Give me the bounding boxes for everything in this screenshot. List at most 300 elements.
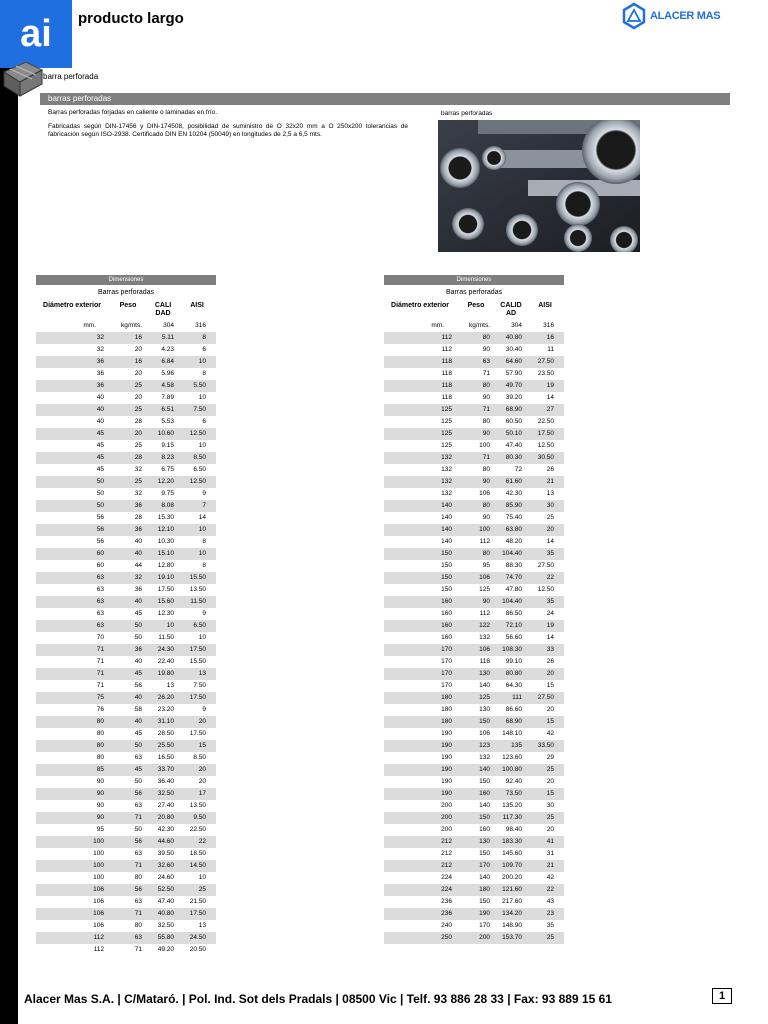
cell-aisi: 10	[198, 394, 206, 401]
cell-diameter: 106	[93, 922, 104, 929]
brand-name: ALACER MAS	[650, 10, 721, 22]
cell-diameter: 132	[441, 466, 452, 473]
cell-quality: 200.20	[502, 874, 522, 881]
cell-quality: 10	[166, 622, 174, 629]
cell-diameter: 212	[441, 862, 452, 869]
page-subtitle: barra perforada	[43, 72, 99, 81]
cell-diameter: 236	[441, 910, 452, 917]
cell-quality: 10.60	[157, 430, 174, 437]
unit-mm: mm.	[83, 322, 96, 329]
cell-quality: 24.60	[157, 874, 174, 881]
cell-diameter: 125	[441, 406, 452, 413]
table-row	[36, 380, 216, 392]
cell-aisi: 30	[546, 802, 554, 809]
intro-paragraph-1: Barras perforadas forjadas en caliente o laminadas en frío.	[48, 109, 218, 116]
table-row	[36, 344, 216, 356]
cell-weight: 160	[479, 790, 490, 797]
table-row	[384, 632, 564, 644]
cell-aisi: 17.50	[189, 694, 206, 701]
cell-weight: 16	[134, 358, 142, 365]
cell-diameter: 150	[441, 574, 452, 581]
table-row	[384, 356, 564, 368]
table-row	[384, 800, 564, 812]
cell-weight: 71	[482, 370, 490, 377]
table-row	[36, 332, 216, 344]
table-row	[384, 488, 564, 500]
cell-aisi: 22	[198, 838, 206, 845]
cell-aisi: 13	[198, 922, 206, 929]
cell-weight: 40	[134, 658, 142, 665]
cell-diameter: 160	[441, 598, 452, 605]
cell-quality: 32.50	[157, 790, 174, 797]
cell-aisi: 11	[547, 346, 554, 353]
cell-aisi: 12.50	[537, 586, 554, 593]
table-row	[384, 764, 564, 776]
cell-aisi: 25	[198, 886, 206, 893]
cell-aisi: 35	[546, 550, 554, 557]
cell-weight: 106	[479, 646, 490, 653]
cell-weight: 80	[482, 502, 490, 509]
cell-quality: 74.70	[505, 574, 522, 581]
cell-diameter: 125	[441, 418, 452, 425]
cell-diameter: 63	[96, 574, 104, 581]
cell-aisi: 20.50	[189, 946, 206, 953]
cell-weight: 90	[482, 430, 490, 437]
cell-quality: 217.60	[502, 898, 522, 905]
cell-weight: 45	[134, 610, 142, 617]
cell-aisi: 21	[546, 478, 554, 485]
cell-aisi: 20	[198, 766, 206, 773]
table-row	[384, 908, 564, 920]
cell-diameter: 118	[441, 382, 452, 389]
cell-diameter: 190	[441, 778, 452, 785]
cell-quality: 108.30	[502, 646, 522, 653]
table-header: Dimensiones	[384, 275, 564, 285]
cell-quality: 80.30	[505, 454, 522, 461]
footer-contact: Alacer Mas S.A. | C/Mataró. | Pol. Ind. Sot dels Pradals | 08500 Vic | Telf. 93 886 28 33 | Fax: 93 889 15 61	[24, 992, 612, 1006]
cell-weight: 20	[134, 430, 142, 437]
unit-304: 304	[163, 322, 174, 329]
cell-aisi: 35	[546, 598, 554, 605]
cell-aisi: 8.50	[193, 454, 206, 461]
cell-weight: 80	[482, 418, 490, 425]
cell-aisi: 24	[546, 610, 554, 617]
table-row	[384, 380, 564, 392]
cell-weight: 112	[479, 538, 490, 545]
cell-diameter: 132	[441, 478, 452, 485]
col-weight: Peso	[467, 302, 485, 309]
table-row	[384, 752, 564, 764]
cell-quality: 80.80	[505, 670, 522, 677]
dimensions-table-left	[36, 275, 216, 956]
unit-kg: kg/mts.	[121, 322, 142, 329]
table-row	[384, 644, 564, 656]
table-row	[384, 776, 564, 788]
cell-aisi: 15.50	[189, 574, 206, 581]
unit-row	[384, 320, 564, 332]
table-row	[36, 428, 216, 440]
cell-quality: 8.23	[161, 454, 174, 461]
cell-weight: 56	[134, 682, 142, 689]
cell-weight: 16	[134, 334, 142, 341]
table-row	[384, 512, 564, 524]
table-row	[36, 776, 216, 788]
cell-diameter: 212	[441, 838, 452, 845]
cell-quality: 22.40	[157, 658, 174, 665]
cell-diameter: 90	[96, 790, 104, 797]
cell-quality: 42.30	[505, 490, 522, 497]
cell-aisi: 9	[202, 490, 206, 497]
cell-aisi: 27.50	[537, 562, 554, 569]
cell-weight: 71	[134, 946, 142, 953]
cell-quality: 72.10	[505, 622, 522, 629]
cell-quality: 17.50	[157, 586, 174, 593]
cell-diameter: 80	[96, 754, 104, 761]
cell-diameter: 150	[441, 550, 452, 557]
table-row	[36, 872, 216, 884]
cell-aisi: 10	[198, 550, 206, 557]
cell-aisi: 15.50	[189, 658, 206, 665]
table-row	[36, 644, 216, 656]
cell-aisi: 7.50	[193, 682, 206, 689]
cell-quality: 49.70	[505, 382, 522, 389]
col-diameter: Diámetro exterior	[391, 302, 449, 309]
cell-diameter: 40	[96, 406, 104, 413]
cell-weight: 180	[479, 886, 490, 893]
table-row	[384, 500, 564, 512]
cell-diameter: 140	[441, 514, 452, 521]
cell-quality: 15.10	[157, 550, 174, 557]
table-row	[384, 548, 564, 560]
table-row	[384, 716, 564, 728]
cell-aisi: 17	[198, 790, 206, 797]
cell-weight: 106	[479, 490, 490, 497]
cell-diameter: 63	[96, 598, 104, 605]
cell-weight: 150	[479, 898, 490, 905]
table-row	[384, 836, 564, 848]
table-row	[36, 896, 216, 908]
cell-diameter: 140	[441, 502, 452, 509]
cell-aisi: 17.50	[189, 646, 206, 653]
bar-thumbnail-icon	[0, 56, 44, 100]
cell-weight: 150	[479, 814, 490, 821]
cell-aisi: 6	[202, 418, 206, 425]
cell-quality: 30.40	[505, 346, 522, 353]
cell-weight: 125	[479, 694, 490, 701]
cell-aisi: 20	[546, 778, 554, 785]
cell-weight: 71	[134, 814, 142, 821]
cell-aisi: 22	[546, 886, 554, 893]
cell-quality: 92.40	[505, 778, 522, 785]
left-black-bar	[0, 0, 18, 1024]
cell-quality: 148.10	[502, 730, 522, 737]
cell-aisi: 27.50	[537, 694, 554, 701]
table-row	[384, 692, 564, 704]
table-row	[36, 416, 216, 428]
table-row	[36, 692, 216, 704]
table-row	[384, 536, 564, 548]
cell-diameter: 180	[441, 706, 452, 713]
cell-weight: 95	[482, 562, 490, 569]
table-row	[384, 572, 564, 584]
cell-aisi: 5.50	[193, 382, 206, 389]
cell-quality: 26.20	[157, 694, 174, 701]
cell-quality: 100.80	[502, 766, 522, 773]
unit-316: 316	[543, 322, 554, 329]
cell-aisi: 23	[546, 910, 554, 917]
cell-aisi: 33	[546, 646, 554, 653]
cell-weight: 50	[134, 826, 142, 833]
cell-quality: 6.84	[161, 358, 174, 365]
table-row	[36, 392, 216, 404]
cell-aisi: 20	[546, 526, 554, 533]
cell-aisi: 8.50	[193, 754, 206, 761]
cell-diameter: 150	[441, 586, 452, 593]
cell-aisi: 14	[546, 538, 554, 545]
cell-quality: 36.40	[157, 778, 174, 785]
table-row	[384, 596, 564, 608]
cell-diameter: 106	[93, 910, 104, 917]
cell-diameter: 100	[93, 850, 104, 857]
cell-diameter: 125	[441, 430, 452, 437]
cell-weight: 106	[479, 730, 490, 737]
cell-weight: 44	[134, 562, 142, 569]
cell-diameter: 90	[96, 814, 104, 821]
cell-diameter: 170	[441, 670, 452, 677]
table-row	[36, 908, 216, 920]
cell-weight: 56	[134, 790, 142, 797]
cell-aisi: 20	[546, 826, 554, 833]
table-row	[36, 824, 216, 836]
cell-quality: 4.23	[161, 346, 174, 353]
cell-aisi: 7	[202, 502, 206, 509]
cell-aisi: 25	[546, 766, 554, 773]
cell-weight: 80	[482, 466, 490, 473]
cell-diameter: 190	[441, 754, 452, 761]
cell-diameter: 36	[96, 358, 104, 365]
cell-diameter: 190	[441, 766, 452, 773]
cell-quality: 60.50	[505, 418, 522, 425]
cell-aisi: 14	[198, 514, 206, 521]
cell-quality: 6.75	[161, 466, 174, 473]
cell-weight: 80	[482, 334, 490, 341]
cell-weight: 100	[479, 526, 490, 533]
cell-aisi: 41	[546, 838, 554, 845]
cell-aisi: 26	[546, 658, 554, 665]
cell-diameter: 180	[441, 718, 452, 725]
table-row	[36, 440, 216, 452]
cell-aisi: 42	[546, 730, 554, 737]
cell-aisi: 6.50	[193, 622, 206, 629]
table-row	[384, 896, 564, 908]
cell-aisi: 10	[198, 874, 206, 881]
cell-quality: 12.80	[157, 562, 174, 569]
table-row	[36, 848, 216, 860]
table-row	[36, 632, 216, 644]
cell-diameter: 80	[96, 742, 104, 749]
table-row	[384, 404, 564, 416]
table-body	[384, 332, 564, 944]
cell-weight: 58	[134, 706, 142, 713]
column-headers	[36, 302, 216, 320]
cell-weight: 63	[134, 754, 142, 761]
table-row	[384, 584, 564, 596]
cell-weight: 63	[134, 802, 142, 809]
cell-weight: 32	[134, 490, 142, 497]
table-row	[36, 452, 216, 464]
cell-quality: 13	[166, 682, 174, 689]
col-aisi: AISI	[190, 302, 204, 309]
cell-quality: 12.10	[157, 526, 174, 533]
cell-weight: 45	[134, 730, 142, 737]
cell-weight: 71	[134, 862, 142, 869]
cell-quality: 148.90	[502, 922, 522, 929]
cell-weight: 25	[134, 478, 142, 485]
cell-aisi: 12.50	[537, 442, 554, 449]
cell-quality: 42.30	[157, 826, 174, 833]
cell-diameter: 63	[96, 622, 104, 629]
cell-diameter: 32	[96, 346, 104, 353]
table-row	[384, 368, 564, 380]
cell-aisi: 6.50	[193, 466, 206, 473]
cell-diameter: 106	[93, 898, 104, 905]
cell-quality: 5.11	[161, 334, 174, 341]
cell-weight: 200	[479, 934, 490, 941]
cell-quality: 19.10	[157, 574, 174, 581]
cell-diameter: 80	[96, 730, 104, 737]
cell-quality: 75.40	[505, 514, 522, 521]
cell-aisi: 12.50	[189, 478, 206, 485]
cell-weight: 50	[134, 742, 142, 749]
cell-diameter: 200	[441, 802, 452, 809]
cell-diameter: 71	[96, 646, 104, 653]
cell-weight: 132	[479, 634, 490, 641]
cell-quality: 88.30	[505, 562, 522, 569]
table-row	[384, 344, 564, 356]
cell-weight: 123	[479, 742, 490, 749]
col-aisi: AISI	[538, 302, 552, 309]
table-row	[384, 392, 564, 404]
cell-aisi: 24.50	[189, 934, 206, 941]
unit-304: 304	[511, 322, 522, 329]
table-row	[36, 764, 216, 776]
table-row	[384, 704, 564, 716]
cell-weight: 45	[134, 670, 142, 677]
cell-diameter: 45	[96, 454, 104, 461]
cell-quality: 47.80	[505, 586, 522, 593]
cell-quality: 25.50	[157, 742, 174, 749]
cell-aisi: 30.50	[537, 454, 554, 461]
cell-aisi: 14	[546, 394, 554, 401]
cell-aisi: 10	[198, 526, 206, 533]
cell-aisi: 17.50	[537, 430, 554, 437]
cell-weight: 100	[479, 442, 490, 449]
cell-diameter: 160	[441, 622, 452, 629]
table-row	[384, 452, 564, 464]
cell-quality: 24.30	[157, 646, 174, 653]
cell-quality: 104.40	[502, 550, 522, 557]
cell-diameter: 60	[96, 550, 104, 557]
cell-aisi: 10	[198, 442, 206, 449]
column-headers	[384, 302, 564, 320]
table-row	[384, 812, 564, 824]
table-row	[36, 488, 216, 500]
cell-weight: 130	[479, 670, 490, 677]
table-row	[384, 932, 564, 944]
cell-quality: 39.50	[157, 850, 174, 857]
ai-logo: ai	[0, 0, 72, 68]
table-row	[36, 620, 216, 632]
cell-aisi: 21	[546, 862, 554, 869]
cell-aisi: 15	[198, 742, 206, 749]
cell-quality: 72	[514, 466, 522, 473]
table-subheader: Barras perforadas	[445, 289, 503, 296]
cell-aisi: 42	[546, 874, 554, 881]
cell-aisi: 12.50	[189, 430, 206, 437]
cell-quality: 111	[512, 694, 522, 701]
cell-quality: 63.80	[505, 526, 522, 533]
cell-aisi: 27	[546, 406, 554, 413]
cell-weight: 90	[482, 346, 490, 353]
cell-quality: 32.60	[157, 862, 174, 869]
page-number: 1	[712, 988, 732, 1004]
cell-aisi: 33.50	[537, 742, 554, 749]
cell-quality: 4.58	[161, 382, 174, 389]
cell-aisi: 15	[546, 718, 554, 725]
cell-diameter: 112	[93, 934, 104, 941]
cell-weight: 130	[479, 838, 490, 845]
cell-quality: 64.30	[505, 682, 522, 689]
cell-aisi: 25	[546, 934, 554, 941]
cell-aisi: 10	[198, 634, 206, 641]
cell-diameter: 75	[96, 694, 104, 701]
cell-diameter: 240	[441, 922, 452, 929]
cell-aisi: 8	[202, 334, 206, 341]
cell-diameter: 50	[96, 478, 104, 485]
cell-quality: 39.20	[505, 394, 522, 401]
cell-aisi: 10	[198, 358, 206, 365]
cell-aisi: 8	[202, 562, 206, 569]
cell-quality: 5.96	[161, 370, 174, 377]
cell-quality: 98.40	[505, 826, 522, 833]
photo-caption: barras perforadas	[441, 110, 493, 117]
cell-quality: 40.80	[505, 334, 522, 341]
cell-quality: 85.90	[505, 502, 522, 509]
cell-diameter: 95	[96, 826, 104, 833]
cell-quality: 55.80	[157, 934, 174, 941]
cell-aisi: 22.50	[189, 826, 206, 833]
cell-aisi: 14	[546, 634, 554, 641]
cell-weight: 140	[479, 766, 490, 773]
cell-quality: 47.40	[505, 442, 522, 449]
cell-weight: 63	[134, 898, 142, 905]
cell-weight: 80	[134, 922, 142, 929]
cell-weight: 56	[134, 886, 142, 893]
cell-weight: 80	[482, 382, 490, 389]
cell-diameter: 200	[441, 826, 452, 833]
cell-weight: 50	[134, 622, 142, 629]
cell-diameter: 160	[441, 634, 452, 641]
cell-diameter: 56	[96, 538, 104, 545]
cell-weight: 36	[134, 526, 142, 533]
cell-aisi: 25	[546, 514, 554, 521]
table-row	[36, 752, 216, 764]
cell-diameter: 80	[96, 718, 104, 725]
table-row	[36, 932, 216, 944]
cell-aisi: 30	[546, 502, 554, 509]
cell-diameter: 236	[441, 898, 452, 905]
cell-quality: 23.20	[157, 706, 174, 713]
